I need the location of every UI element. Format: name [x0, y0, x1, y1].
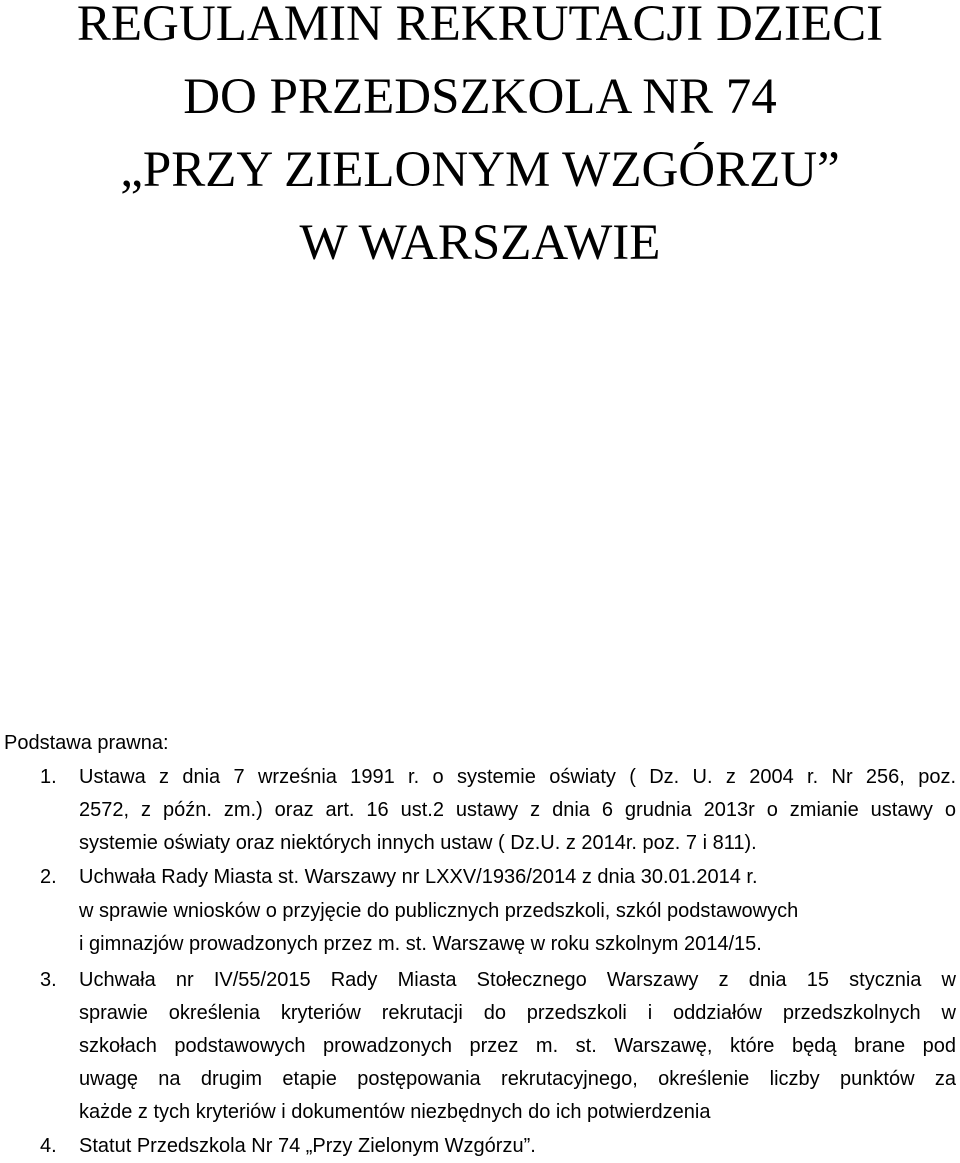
item-line: systemie oświaty oraz niektórych innych ustaw ( Dz.U. z 2014r. poz. 7 i 811). [79, 832, 757, 854]
item-line: Uchwała Rady Miasta st. Warszawy nr LXXV/1936/2014 z dnia 30.01.2014 r. [79, 866, 758, 888]
item-text [79, 761, 956, 860]
item-number: 1. [40, 766, 57, 788]
item-line: w sprawie wniosków o przyjęcie do publicznych przedszkoli, szkól podstawowych [79, 900, 799, 922]
item-number: 4. [40, 1135, 57, 1157]
item-line: sprawie określenia kryteriów rekrutacji do przedszkoli i oddziałów przedszkolnych w [79, 1002, 956, 1024]
title-line-3: „PRZY ZIELONYM WZGÓRZU” [120, 142, 840, 198]
title-line-2: DO PRZEDSZKOLA NR 74 [183, 69, 777, 125]
item-line: uwagę na drugim etapie postępowania rekrutacyjnego, określenie liczby punktów za [79, 1068, 956, 1090]
item-line: szkołach podstawowych prowadzonych przez m. st. Warszawę, które będą brane pod [79, 1035, 956, 1057]
item-line: Statut Przedszkola Nr 74 „Przy Zielonym Wzgórzu”. [79, 1135, 536, 1157]
item-line: i gimnazjów prowadzonych przez m. st. Warszawę w roku szkolnym 2014/15. [79, 933, 762, 955]
document-title [0, 0, 960, 280]
item-line: Uchwała nr IV/55/2015 Rady Miasta Stołecznego Warszawy z dnia 15 stycznia w [79, 969, 956, 991]
item-text [79, 861, 956, 961]
item-line: 2572, z późn. zm.) oraz art. 16 ust.2 ustawy z dnia 6 grudnia 2013r o zmianie ustawy o [79, 799, 956, 821]
item-text [79, 964, 956, 1129]
item-line: każde z tych kryteriów i dokumentów niezbędnych do ich potwierdzenia [79, 1101, 711, 1123]
item-text [79, 1130, 956, 1163]
item-line: Ustawa z dnia 7 września 1991 r. o systemie oświaty ( Dz. U. z 2004 r. Nr 256, poz. [79, 766, 956, 788]
legal-basis-label: Podstawa prawna: [4, 732, 169, 754]
title-line-1: REGULAMIN REKRUTACJI DZIECI [76, 0, 884, 52]
item-number: 2. [40, 866, 57, 888]
item-number: 3. [40, 969, 57, 991]
title-line-4: W WARSZAWIE [299, 215, 661, 271]
